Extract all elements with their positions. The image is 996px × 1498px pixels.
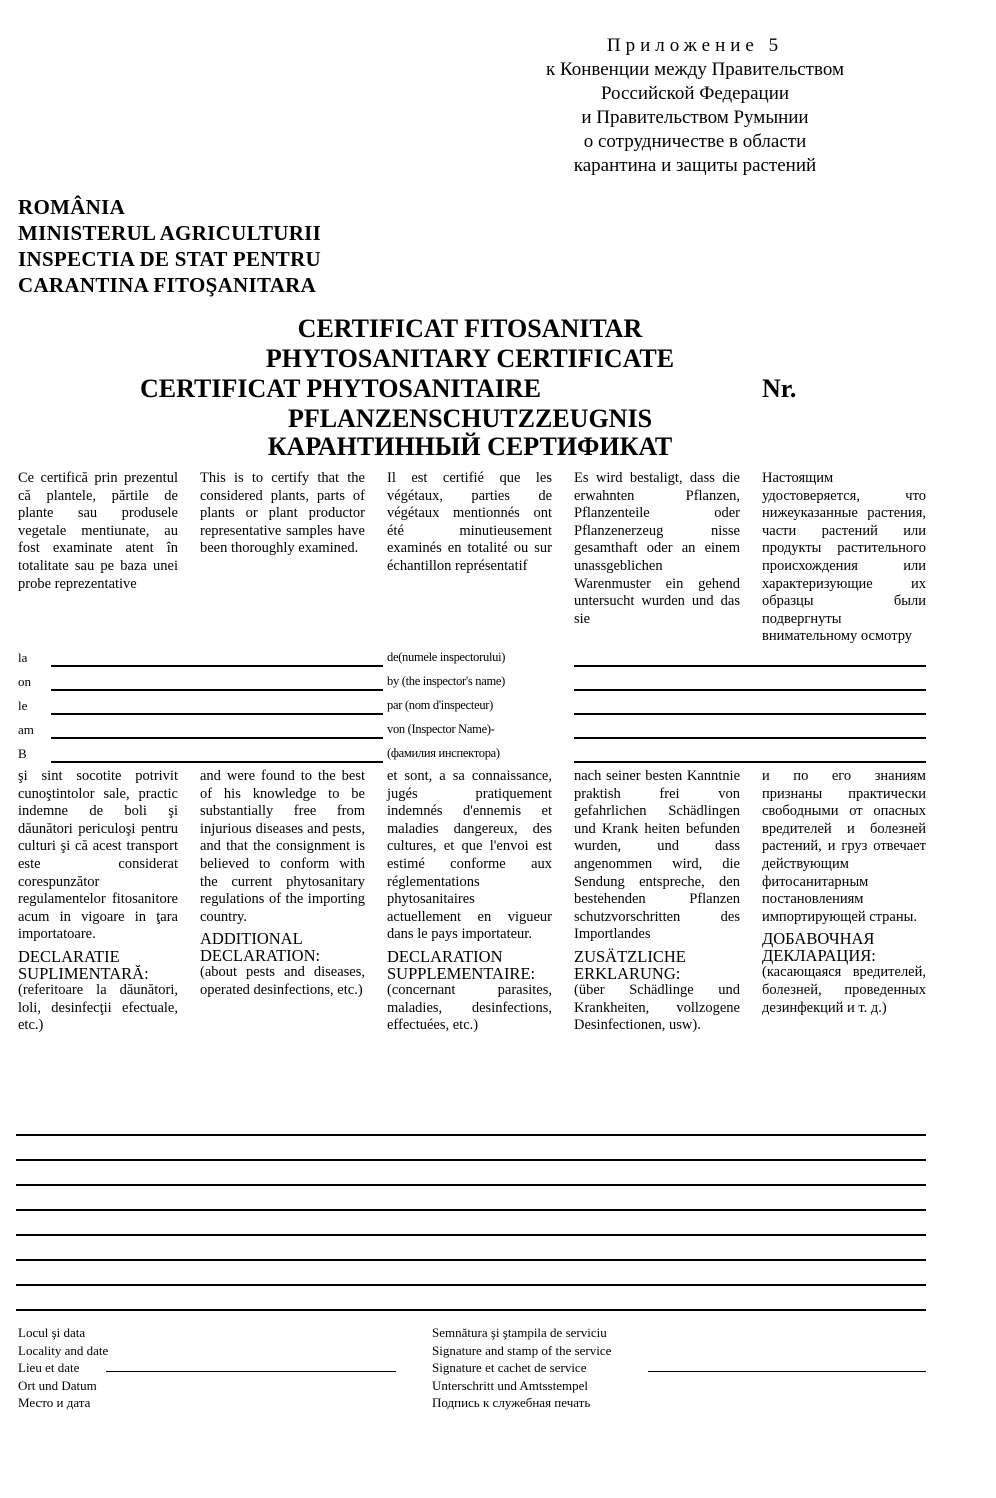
findings-column-russian [762, 768, 926, 1017]
intro-english: This is to certify that the considered plants, parts of plants or plant productor representative samples have been thoroughly examined. [200, 470, 365, 557]
intro-romanian: Ce certifică prin prezentul că plantele, părtile de plante sau produsele vegetale mentiunate, au fost examinate atent în totalitate sau pe baza unei probe reprezentative [18, 470, 178, 592]
intro-french: Il est certifié que les végétaux, parties de végétaux mentionnés ont été minutieusement examinés en totalité ou sur échantillon représentatif [387, 470, 552, 574]
date-field[interactable] [51, 689, 383, 691]
date-inspector-row [18, 647, 926, 667]
declaration-blank-line[interactable] [16, 1209, 926, 1211]
declaration-heading-english: ADDITIONAL DECLARATION: [200, 929, 321, 966]
declaration-text-french: (concernant parasites, maladies, desinfections, effectuées, etc.) [387, 981, 552, 1034]
date-field[interactable] [51, 737, 383, 739]
title-german: PFLANZENSCHUTZZEUGNIS [287, 404, 653, 433]
inspector-label: par (nom d'inspecteur) [387, 698, 494, 712]
inspector-label: (фамилия инспектора) [387, 746, 500, 760]
signature-stamp-block [432, 1324, 926, 1412]
declaration-blank-line[interactable] [16, 1234, 926, 1236]
intro-russian: Настоящим удостоверяется, что нижеуказанные растения, части растений или продукты растительного происхождения или характеризующие их образцы были подвергнуты внимательному осмотру [762, 470, 926, 645]
inspector-field[interactable] [574, 737, 926, 739]
issuer-line: INSPECTIA DE STAT PENTRU [18, 247, 322, 271]
locality-date-field[interactable] [106, 1371, 396, 1372]
title-romanian: CERTIFICAT FITOSANITAR [297, 314, 643, 343]
annex-line: о сотрудничестве в области [583, 131, 807, 152]
signature-label: Semnătura şi ştampila de serviciu [432, 1325, 607, 1340]
date-inspector-row [18, 695, 926, 715]
locality-date-label: Место и дата [18, 1395, 91, 1410]
date-field[interactable] [51, 761, 383, 763]
date-inspector-row [18, 743, 926, 763]
inspector-label: von (Inspector Name)- [387, 722, 495, 736]
findings-french: et sont, a sa connaissance, jugés pratiquement indemnés d'ennemis et maladies dangereux, des cultures, et que l'envoi est estimé conforme aux réglementations phytosanitaires actuellement en vigueur dans le pays importateur. [387, 768, 552, 943]
issuer-line: ROMÂNIA [18, 195, 126, 219]
declaration-blank-line[interactable] [16, 1159, 926, 1161]
date-inspector-row [18, 671, 926, 691]
findings-german: nach seiner besten Kanntnie praktish frei von gefahrlichen Schädlingen und Krank heiten befunden wurden, und dass angenommen wird, die Sendung entspreche, den bestehenden Pflanzen schutzvorschritten des Importlandes [574, 768, 740, 943]
inspector-label: by (the inspector's name) [387, 674, 505, 688]
declaration-blank-line[interactable] [16, 1309, 926, 1311]
declaration-blank-line[interactable] [16, 1184, 926, 1186]
annex-line: карантина и защиты растений [573, 155, 817, 176]
declaration-heading-romanian: DECLARATIE SUPLIMENTARĂ: [18, 946, 149, 983]
date-label: on [18, 674, 31, 689]
declaration-blank-line[interactable] [16, 1259, 926, 1261]
locality-date-label: Lieu et date [18, 1360, 80, 1375]
inspector-field[interactable] [574, 713, 926, 715]
locality-date-label: Locul şi data [18, 1325, 86, 1340]
annex-line: к Конвенции между Правительством [545, 59, 844, 80]
intro-german: Es wird bestaligt, dass die erwahnten Pflanzen, Pflanzenteile oder Pflanzenerzeug nisse gesamthaft oder an einem unassgeblichen Warenmuster ein gehend untersucht wurden und das sie [574, 470, 740, 627]
date-inspector-row [18, 719, 926, 739]
date-label: am [18, 722, 34, 737]
annex-number: Приложение 5 [606, 35, 784, 56]
signature-label: Signature and stamp of the service [432, 1342, 612, 1358]
declaration-text-russian: (касающаяся вредителей, болезней, проведенных дезинфекций и т. д.) [762, 964, 926, 1016]
declaration-heading-german: ZUSÄTZLICHE ERKLARUNG: [574, 946, 686, 983]
issuer-line: CARANTINA FITOŞANITARA [18, 273, 317, 297]
signature-label: Signature et cachet de service [432, 1360, 587, 1375]
date-label: la [18, 650, 28, 665]
declaration-blank-line[interactable] [16, 1284, 926, 1286]
inspector-label: de(numele inspectorului) [387, 650, 506, 664]
date-field[interactable] [51, 713, 383, 715]
findings-column-romanian [18, 768, 178, 1035]
date-label: B [18, 746, 27, 761]
findings-russian: и по его знаниям признаны практически свободными от опасных вредителей и болезней растений, и груз отвечает действующим фитосанитарным постановлениям импортирующей страны. [762, 768, 926, 925]
date-field[interactable] [51, 665, 383, 667]
annex-line: Российской Федерации [600, 83, 790, 104]
declaration-text-romanian: (referitoare la dăunători, loli, desinfecţii efectuale, etc.) [18, 981, 178, 1034]
declaration-heading-french: DECLARATION SUPPLEMENTAIRE: [387, 946, 536, 983]
signature-label: Unterschritt und Amtsstempel [432, 1377, 588, 1393]
annex-header [440, 34, 950, 178]
findings-romanian: şi sint socotite potrivit cunoştintolor sale, practic indemne de boli şi dăunători periculoşi pentru culturi şi că acest transport este considerat corespunzător regulamentelor fitosanitore acum in vigoare in ţara importatoare. [18, 768, 178, 943]
certificate-number-label: Nr. [762, 374, 797, 403]
issuer-line: MINISTERUL AGRICULTURII [18, 221, 322, 245]
declaration-text-german: (über Schädlinge und Krankheiten, vollzogene Desinfectionen, usw). [574, 981, 740, 1034]
title-french: CERTIFICAT PHYTOSANITAIRE [140, 374, 541, 403]
declaration-text-english: (about pests and diseases, operated desinfections, etc.) [200, 964, 365, 998]
locality-date-label: Ort und Datum [18, 1377, 97, 1393]
findings-english: and were found to the best of his knowledge to be substantially free from injurious diseases and pests, and that the consignment is believed to conform with the current phytosanitary regulations of the importing country. [200, 768, 365, 925]
findings-column-french [387, 768, 552, 1035]
signature-label: Подпись к служебная печать [432, 1395, 591, 1410]
declaration-heading-russian: ДОБАВОЧНАЯ ДЕКЛАРАЦИЯ: [762, 929, 876, 966]
title-english: PHYTOSANITARY CERTIFICATE [265, 344, 675, 373]
locality-date-block [18, 1324, 398, 1412]
inspector-field[interactable] [574, 761, 926, 763]
signature-field[interactable] [648, 1371, 926, 1372]
date-label: le [18, 698, 28, 713]
inspector-field[interactable] [574, 665, 926, 667]
inspector-field[interactable] [574, 689, 926, 691]
declaration-blank-line[interactable] [16, 1134, 926, 1136]
findings-column-english [200, 768, 365, 1000]
issuing-authority [18, 194, 321, 298]
title-russian: КАРАНТИННЫЙ СЕРТИФИКАТ [267, 432, 673, 461]
annex-line: и Правительством Румынии [581, 107, 809, 128]
findings-column-german [574, 768, 740, 1035]
locality-date-label: Locality and date [18, 1342, 109, 1358]
